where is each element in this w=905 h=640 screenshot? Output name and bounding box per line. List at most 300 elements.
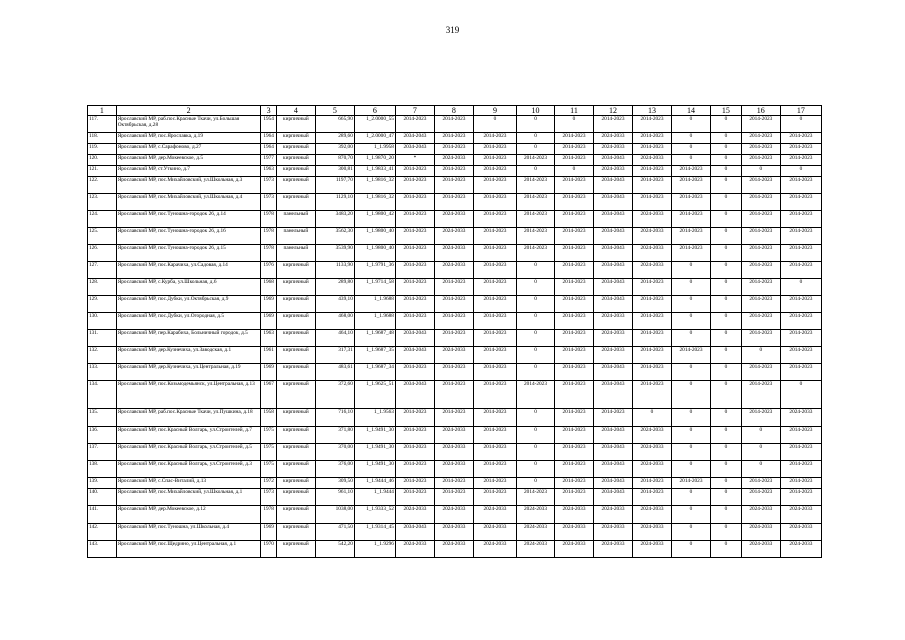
table-cell: кирпичный [276, 444, 315, 461]
table-cell: 133. [88, 364, 117, 381]
table-cell: 1975 [261, 444, 276, 461]
table-row [88, 409, 822, 427]
table-cell: 1_1.9563 [354, 409, 395, 427]
table-cell: 0 [711, 381, 742, 409]
table-cell: 1961 [261, 347, 276, 364]
table-cell: 2014-2023 [555, 262, 594, 279]
table-cell: 2014-2023 [395, 489, 434, 506]
table-cell: 2014-2023 [555, 427, 594, 444]
table-cell: 0 [711, 409, 742, 427]
table-cell: 124. [88, 211, 117, 228]
table-cell: Ярославский МР, раб.пос.Красные Ткачи, ул.Большая Октябрьская, д.28 [116, 116, 261, 133]
table-cell: 2014-2023 [517, 194, 555, 211]
table-cell: 2014-2023 [555, 296, 594, 313]
table-cell: 2014-2023 [473, 144, 516, 155]
table-cell: 2014-2023 [672, 347, 711, 364]
table-cell: Ярославский МР, пос.Дубки, ул.Октябрьская, д.9 [116, 296, 261, 313]
table-cell: 0 [672, 427, 711, 444]
table-cell: 0 [517, 279, 555, 296]
table-cell: 2024-2033 [633, 444, 672, 461]
table-cell: 2014-2023 [780, 133, 821, 144]
table-cell: 2034-2043 [594, 478, 633, 489]
table-cell: 135. [88, 409, 117, 427]
table-cell: 0 [517, 364, 555, 381]
table-cell: 2014-2023 [555, 279, 594, 296]
table-cell: 2014-2023 [473, 177, 516, 194]
table-cell: 0 [741, 461, 780, 478]
table-cell: Ярославский МР, с.Курба, ул.Школьная, д.6 [116, 279, 261, 296]
table-cell: 2014-2023 [780, 478, 821, 489]
table-cell: 1969 [261, 364, 276, 381]
table-cell: 2014-2023 [672, 177, 711, 194]
column-header: 17 [780, 106, 821, 116]
table-cell: 2014-2023 [395, 296, 434, 313]
table-row [88, 296, 822, 313]
housing-table [87, 105, 822, 558]
table-cell: 0 [741, 427, 780, 444]
table-cell: 126. [88, 245, 117, 262]
table-cell: 2014-2023 [633, 313, 672, 330]
table-cell: 2014-2023 [555, 364, 594, 381]
table-cell: Ярославский МР, пер.Карабиха, Больничный городок, д.5 [116, 330, 261, 347]
table-cell: 0 [633, 409, 672, 427]
table-cell: 2014-2023 [741, 177, 780, 194]
table-cell: 2014-2023 [395, 313, 434, 330]
table-cell: 2024-2033 [633, 506, 672, 524]
table-cell: 0 [711, 116, 742, 133]
table-cell: Ярославский МР, с.Спас-Виталий, д.13 [116, 478, 261, 489]
table-cell: Ярославский МР, пос.Карачиха, ул.Садовая, д.14 [116, 262, 261, 279]
table-cell: 1_1.9314_45 [354, 524, 395, 541]
table-cell: 122. [88, 177, 117, 194]
table-cell: Ярославский МР, пос.Красный Волгарь, ул.Строителей, д.7 [116, 427, 261, 444]
table-cell: 2024-2033 [633, 541, 672, 558]
table-cell: 0 [555, 116, 594, 133]
table-cell: 2024-2033 [780, 409, 821, 427]
table-cell: 2024-2033 [555, 506, 594, 524]
table-cell: 2014-2023 [395, 409, 434, 427]
table-cell: 0 [711, 330, 742, 347]
table-cell: 119. [88, 144, 117, 155]
table-cell: 2034-2043 [395, 524, 434, 541]
table-cell: 0 [711, 444, 742, 461]
table-cell: Ярославский МР, пос.Козьмодемьянск, ул.Центральная, д.13 [116, 381, 261, 409]
table-cell: кирпичный [276, 330, 315, 347]
table-cell: 2014-2023 [517, 228, 555, 245]
table-cell: 0 [672, 330, 711, 347]
table-cell: 2034-2043 [594, 155, 633, 166]
column-header: 16 [741, 106, 780, 116]
table-cell: Ярославский МР, раб.пос.Красные Ткачи, ул.Пушкина, д.18 [116, 409, 261, 427]
table-cell: 2024-2033 [473, 541, 516, 558]
table-cell: 2034-2043 [395, 133, 434, 144]
table-cell: 2014-2023 [395, 245, 434, 262]
table-cell: 131. [88, 330, 117, 347]
table-cell: 0 [711, 144, 742, 155]
column-header: 15 [711, 106, 742, 116]
table-cell: кирпичный [276, 296, 315, 313]
table-cell: кирпичный [276, 144, 315, 155]
table-cell: 0 [517, 262, 555, 279]
table-cell: 2024-2033 [780, 506, 821, 524]
table-cell: 2024-2033 [594, 541, 633, 558]
table-cell: 2014-2023 [434, 330, 473, 347]
table-cell: кирпичный [276, 541, 315, 558]
table-row [88, 506, 822, 524]
table-cell: 2014-2023 [434, 194, 473, 211]
table-cell: 2014-2023 [395, 116, 434, 133]
table-cell: 0 [517, 427, 555, 444]
table-cell: 0 [780, 381, 821, 409]
table-cell: 0 [780, 166, 821, 177]
table-cell: 2014-2023 [741, 155, 780, 166]
table-cell: Ярославский МР, пос.Красный Волгарь, ул.Строителей, д.3 [116, 461, 261, 478]
table-cell: 0 [711, 461, 742, 478]
table-cell: 1978 [261, 211, 276, 228]
table-cell: 2024-2033 [434, 228, 473, 245]
table-cell: 2034-2043 [594, 381, 633, 409]
table-cell: 1978 [261, 245, 276, 262]
table-cell: 1_1.9833_41 [354, 166, 395, 177]
column-header: 9 [473, 106, 516, 116]
table-cell: 0 [555, 166, 594, 177]
table-cell: кирпичный [276, 262, 315, 279]
table-cell: 2014-2023 [633, 116, 672, 133]
table-cell: 0 [672, 506, 711, 524]
table-cell: 300,81 [315, 166, 354, 177]
table-cell: Ярославский МР, пос.Ярославка, д.19 [116, 133, 261, 144]
table-cell: 2014-2023 [473, 444, 516, 461]
table-row [88, 524, 822, 541]
table-cell: 1_1.9800_42 [354, 211, 395, 228]
table-cell: 120. [88, 155, 117, 166]
table-cell: 372,60 [315, 381, 354, 409]
table-cell: 143. [88, 541, 117, 558]
table-cell: 1968 [261, 279, 276, 296]
table-cell: 1969 [261, 313, 276, 330]
table-cell: 2014-2023 [741, 364, 780, 381]
table-cell: 2014-2023 [741, 279, 780, 296]
table-cell: 0 [711, 211, 742, 228]
table-cell: 2024-2033 [633, 461, 672, 478]
table-cell: 2024-2033 [473, 506, 516, 524]
table-row [88, 478, 822, 489]
column-header: 4 [276, 106, 315, 116]
table-cell: 2014-2023 [473, 155, 516, 166]
table-cell: 2014-2023 [555, 211, 594, 228]
table-row [88, 144, 822, 155]
table-cell: 0 [672, 541, 711, 558]
table-cell: 2014-2023 [555, 144, 594, 155]
table-cell: 1_2.0000_55 [354, 116, 395, 133]
table-cell: 0 [672, 461, 711, 478]
table-cell: 2014-2023 [555, 489, 594, 506]
table-cell: 2034-2043 [395, 381, 434, 409]
table-cell: 2014-2023 [741, 245, 780, 262]
table-cell: Ярославский МР, пос.Михайловский, ул.Школьная, д.1 [116, 489, 261, 506]
table-cell: 0 [517, 133, 555, 144]
table-cell: 3562,30 [315, 228, 354, 245]
table-cell: 2024-2033 [741, 541, 780, 558]
table-row [88, 155, 822, 166]
table-cell: 2014-2023 [741, 211, 780, 228]
table-cell: 2014-2023 [555, 133, 594, 144]
table-cell: 2014-2023 [395, 444, 434, 461]
table-cell: 2014-2023 [780, 330, 821, 347]
table-cell: 2024-2033 [434, 211, 473, 228]
table-cell: кирпичный [276, 347, 315, 364]
table-cell: 0 [711, 166, 742, 177]
table-cell: 139. [88, 478, 117, 489]
table-cell: 2024-2033 [741, 524, 780, 541]
table-cell: Ярославский МР, пос.Туношна-городок 26, д.14 [116, 211, 261, 228]
table-cell: 2014-2023 [741, 228, 780, 245]
table-cell: кирпичный [276, 364, 315, 381]
table-cell: 2014-2023 [473, 364, 516, 381]
table-cell: 2014-2023 [434, 364, 473, 381]
table-cell: 2034-2043 [594, 177, 633, 194]
table-cell: 2014-2023 [741, 330, 780, 347]
table-cell: 2024-2033 [395, 506, 434, 524]
column-header: 12 [594, 106, 633, 116]
table-cell: 2014-2023 [780, 364, 821, 381]
table-cell: панельный [276, 228, 315, 245]
table-cell: 0 [517, 478, 555, 489]
table-cell: 2014-2023 [395, 211, 434, 228]
table-cell: 1_1.9491_30 [354, 461, 395, 478]
table-cell: 439,10 [315, 296, 354, 313]
table-cell: 370,00 [315, 444, 354, 461]
table-cell: 2014-2023 [633, 177, 672, 194]
table-cell: 2014-2023 [473, 279, 516, 296]
table-cell: 0 [672, 489, 711, 506]
table-cell: Ярославский МР, пос.Красный Волгарь, ул.Строителей, д.5 [116, 444, 261, 461]
table-cell: 136. [88, 427, 117, 444]
table-cell: 2014-2023 [741, 296, 780, 313]
table-cell: 2014-2023 [517, 381, 555, 409]
table-cell: 0 [672, 381, 711, 409]
table-cell: Ярославский МР, ст.Уткино, д.7 [116, 166, 261, 177]
table-cell: 2014-2023 [395, 228, 434, 245]
table-cell: 0 [711, 262, 742, 279]
column-header: 10 [517, 106, 555, 116]
table-cell: 1963 [261, 330, 276, 347]
table-cell: Ярославский МР, дер.Мокеевское, д.12 [116, 506, 261, 524]
table-cell: 0 [517, 296, 555, 313]
table-cell: 2034-2043 [594, 444, 633, 461]
table-cell: 2014-2023 [473, 313, 516, 330]
table-cell: 2014-2023 [473, 489, 516, 506]
table-cell: 1_1.9296 [354, 541, 395, 558]
table-cell: 2014-2023 [395, 461, 434, 478]
table-cell: 309,50 [315, 478, 354, 489]
table-row [88, 116, 822, 133]
table-cell: кирпичный [276, 524, 315, 541]
table-cell: 2014-2023 [473, 228, 516, 245]
table-cell: 2034-2043 [594, 245, 633, 262]
table-cell: 2024-2033 [434, 155, 473, 166]
table-cell: кирпичный [276, 313, 315, 330]
table-cell: 376,00 [315, 461, 354, 478]
table-cell: 2014-2023 [395, 262, 434, 279]
table-cell: 1973 [261, 194, 276, 211]
table-cell: 2014-2023 [633, 296, 672, 313]
table-cell: 483,61 [315, 364, 354, 381]
table-cell: 1975 [261, 461, 276, 478]
table-cell: 125. [88, 228, 117, 245]
table-cell: 2034-2043 [594, 262, 633, 279]
table-cell: 471,50 [315, 524, 354, 541]
table-cell: 2034-2043 [594, 296, 633, 313]
table-cell: 2034-2043 [594, 461, 633, 478]
table-cell: 0 [517, 144, 555, 155]
table-cell: 2034-2043 [395, 144, 434, 155]
table-cell: 2014-2023 [555, 228, 594, 245]
table-cell: 2014-2023 [594, 116, 633, 133]
table-cell: 2014-2023 [780, 296, 821, 313]
table-cell: 127. [88, 262, 117, 279]
table-cell: 2014-2023 [395, 279, 434, 296]
table-cell: кирпичный [276, 279, 315, 296]
table-cell: 2014-2023 [780, 144, 821, 155]
table-cell: 1972 [261, 478, 276, 489]
table-row [88, 194, 822, 211]
table-cell: 2014-2023 [434, 133, 473, 144]
table-cell: 1_1.9333_52 [354, 506, 395, 524]
page-number: 319 [445, 25, 460, 35]
table-cell: 0 [672, 133, 711, 144]
table-row [88, 427, 822, 444]
table-row [88, 177, 822, 194]
table-cell: 2014-2023 [741, 478, 780, 489]
table-cell: 1_1.9816_32 [354, 194, 395, 211]
table-row [88, 133, 822, 144]
table-cell: Ярославский МР, дер.Кузнечиха, ул.Заводская, д.1 [116, 347, 261, 364]
table-cell: 0 [517, 313, 555, 330]
table-cell: 2024-2033 [594, 506, 633, 524]
table-cell: 2014-2023 [741, 144, 780, 155]
table-cell: 3539,90 [315, 245, 354, 262]
table-cell: 2014-2023 [780, 427, 821, 444]
table-cell: 1_1.9687_48 [354, 330, 395, 347]
table-row [88, 279, 822, 296]
table-cell: 1_1.9800_40 [354, 228, 395, 245]
table-cell: 2034-2043 [395, 330, 434, 347]
table-cell: 0 [517, 461, 555, 478]
table-cell: 2014-2023 [741, 381, 780, 409]
table-cell: 2014-2023 [741, 116, 780, 133]
table-cell: 0 [711, 364, 742, 381]
table-cell: 289,80 [315, 279, 354, 296]
table-cell: 2014-2023 [633, 166, 672, 177]
header-row [88, 106, 822, 116]
table-cell: 2014-2023 [633, 133, 672, 144]
table-cell: 2014-2023 [517, 177, 555, 194]
table-cell: 1129,10 [315, 194, 354, 211]
table-cell: 2034-2043 [594, 489, 633, 506]
table-cell: 2014-2023 [395, 194, 434, 211]
table-cell: 0 [672, 144, 711, 155]
table-cell: 2024-2033 [633, 211, 672, 228]
table-cell: 142. [88, 524, 117, 541]
table-cell: 1973 [261, 489, 276, 506]
table-row [88, 364, 822, 381]
table-cell: 0 [711, 228, 742, 245]
table-row [88, 444, 822, 461]
table-cell: 2014-2023 [395, 166, 434, 177]
table-cell: 138. [88, 461, 117, 478]
table-cell: 2024-2033 [633, 427, 672, 444]
table-cell: 2014-2023 [555, 177, 594, 194]
table-cell: 0 [711, 155, 742, 166]
table-cell: Ярославский МР, дер.Мокеевское, д.5 [116, 155, 261, 166]
table-cell: 0 [672, 262, 711, 279]
table-cell: кирпичный [276, 166, 315, 177]
table-cell: 1_1.9816_32 [354, 177, 395, 194]
table-cell: 1_1.9870_20 [354, 155, 395, 166]
table-cell: 2024-2033 [473, 524, 516, 541]
table-cell: 2014-2023 [555, 478, 594, 489]
table-cell: 1133,90 [315, 262, 354, 279]
table-cell: 2014-2023 [672, 245, 711, 262]
table-cell: 2014-2023 [555, 444, 594, 461]
table-cell: 0 [780, 116, 821, 133]
table-cell: 1_1.9625_51 [354, 381, 395, 409]
table-cell: 2014-2023 [594, 409, 633, 427]
table-cell: 2014-2023 [780, 194, 821, 211]
table-cell: 1976 [261, 262, 276, 279]
table-cell: 1_1.9714_58 [354, 279, 395, 296]
table-cell: Ярославский МР, пос.Михайловский, ул.Школьная, д.4 [116, 194, 261, 211]
column-header: 2 [116, 106, 261, 116]
table-cell: 2014-2023 [741, 262, 780, 279]
table-cell: 0 [711, 245, 742, 262]
column-header: 8 [434, 106, 473, 116]
table-cell: 870,70 [315, 155, 354, 166]
table-cell: 542,20 [315, 541, 354, 558]
table-cell: 2024-2033 [395, 541, 434, 558]
table-cell: 1975 [261, 427, 276, 444]
table-cell: 132. [88, 347, 117, 364]
table-cell: 2014-2023 [633, 330, 672, 347]
table-cell: Ярославский МР, пос.Щедрино, ул.Центральная, д.1 [116, 541, 261, 558]
table-cell: 2014-2023 [517, 155, 555, 166]
table-cell: кирпичный [276, 381, 315, 409]
table-cell: 2014-2023 [473, 461, 516, 478]
table-cell: 0 [517, 409, 555, 427]
table-cell: 2014-2023 [633, 478, 672, 489]
table-cell: 2014-2023 [780, 211, 821, 228]
table-cell: 2014-2023 [633, 364, 672, 381]
table-cell: 1_1.9687_34 [354, 364, 395, 381]
table-body [88, 116, 822, 558]
table-cell: 0 [517, 330, 555, 347]
table-cell: 118. [88, 133, 117, 144]
table-cell: 2014-2023 [741, 489, 780, 506]
column-header: 11 [555, 106, 594, 116]
table-cell: 2034-2043 [594, 279, 633, 296]
table-cell: 0 [741, 444, 780, 461]
table-cell: 1038,00 [315, 506, 354, 524]
table-cell: 2024-2033 [594, 330, 633, 347]
table-row [88, 489, 822, 506]
table-cell: 2014-2023 [555, 313, 594, 330]
table-cell: 2024-2033 [780, 541, 821, 558]
table-cell: 2024-2033 [633, 524, 672, 541]
table-row [88, 330, 822, 347]
table-cell: 1197,70 [315, 177, 354, 194]
table-cell: 2024-2033 [434, 427, 473, 444]
